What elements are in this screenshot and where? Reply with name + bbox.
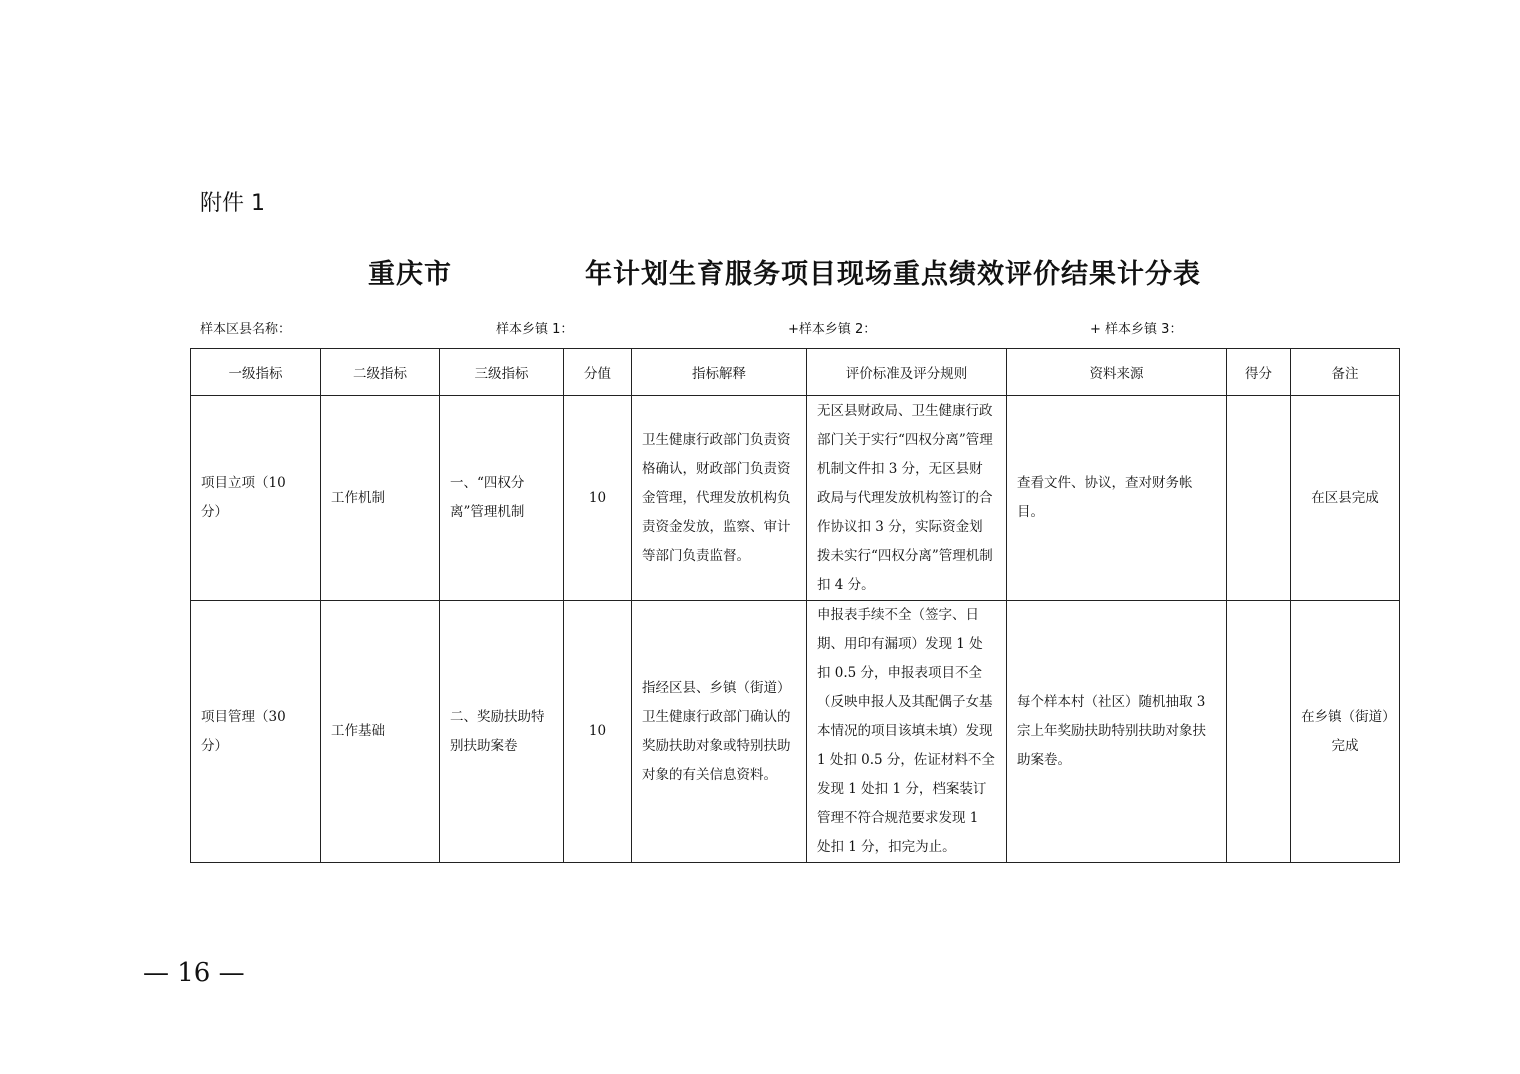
cell-score-value: 10 (564, 396, 632, 601)
table-row (191, 601, 1400, 863)
cell-explanation: 卫生健康行政部门负责资格确认，财政部门负责资金管理，代理发放机构负责资金发放，监察、审计等部门负责监督。 (632, 396, 807, 601)
cell-level2: 工作基础 (321, 601, 440, 863)
header-level2: 二级指标 (321, 349, 440, 396)
header-remark: 备注 (1291, 349, 1400, 396)
attachment-label: 附件 1 (200, 191, 265, 216)
page-title: 年计划生育服务项目现场重点绩效评价结果计分表 (585, 259, 1201, 290)
cell-score-value: 10 (564, 601, 632, 863)
header-explanation: 指标解释 (632, 349, 807, 396)
sample-county-label: 样本区县名称： (200, 322, 292, 337)
header-level3: 三级指标 (440, 349, 564, 396)
table-row (191, 396, 1400, 601)
cell-source: 每个样本村（社区）随机抽取 3 宗上年奖励扶助特别扶助对象扶助案卷。 (1007, 601, 1227, 863)
cell-remark: 在区县完成 (1291, 396, 1400, 601)
sample-town-3-label: + 样本乡镇 3： (1090, 322, 1183, 337)
sample-town-2-label: +样本乡镇 2： (788, 322, 877, 337)
cell-source: 查看文件、协议，查对财务帐目。 (1007, 396, 1227, 601)
cell-level1: 项目管理（30 分） (191, 601, 321, 863)
cell-remark: 在乡镇（街道）完成 (1291, 601, 1400, 863)
header-row (191, 349, 1400, 396)
cell-criteria: 无区县财政局、卫生健康行政部门关于实行“四权分离”管理机制文件扣 3 分，无区县财政局与代理发放机构签订的合作协议扣 3 分，实际资金划拨未实行“四权分离”管理机制扣 4 分。 (807, 396, 1007, 601)
sample-town-1-label: 样本乡镇 1： (496, 322, 574, 337)
cell-score (1227, 396, 1291, 601)
title-city: 重庆市 (368, 259, 452, 290)
cell-score (1227, 601, 1291, 863)
cell-level1: 项目立项（10 分） (191, 396, 321, 601)
header-score-value: 分值 (564, 349, 632, 396)
page-number: — 16 — (143, 958, 245, 988)
cell-level3: 一、“四权分离”管理机制 (440, 396, 564, 601)
header-criteria: 评价标准及评分规则 (807, 349, 1007, 396)
cell-level2: 工作机制 (321, 396, 440, 601)
cell-level3: 二、奖励扶助特别扶助案卷 (440, 601, 564, 863)
header-source: 资料来源 (1007, 349, 1227, 396)
cell-explanation: 指经区县、乡镇（街道）卫生健康行政部门确认的奖励扶助对象或特别扶助对象的有关信息资料。 (632, 601, 807, 863)
score-table (190, 348, 1400, 863)
header-score: 得分 (1227, 349, 1291, 396)
header-level1: 一级指标 (191, 349, 321, 396)
cell-criteria: 申报表手续不全（签字、日期、用印有漏项）发现 1 处扣 0.5 分，申报表项目不全（反映申报人及其配偶子女基本情况的项目该填未填）发现 1 处扣 0.5 分，佐证材料不全发现 1 处扣 1 分，档案装订管理不符合规范要求发现 1 处扣 1 分，扣完为止。 (807, 601, 1007, 863)
